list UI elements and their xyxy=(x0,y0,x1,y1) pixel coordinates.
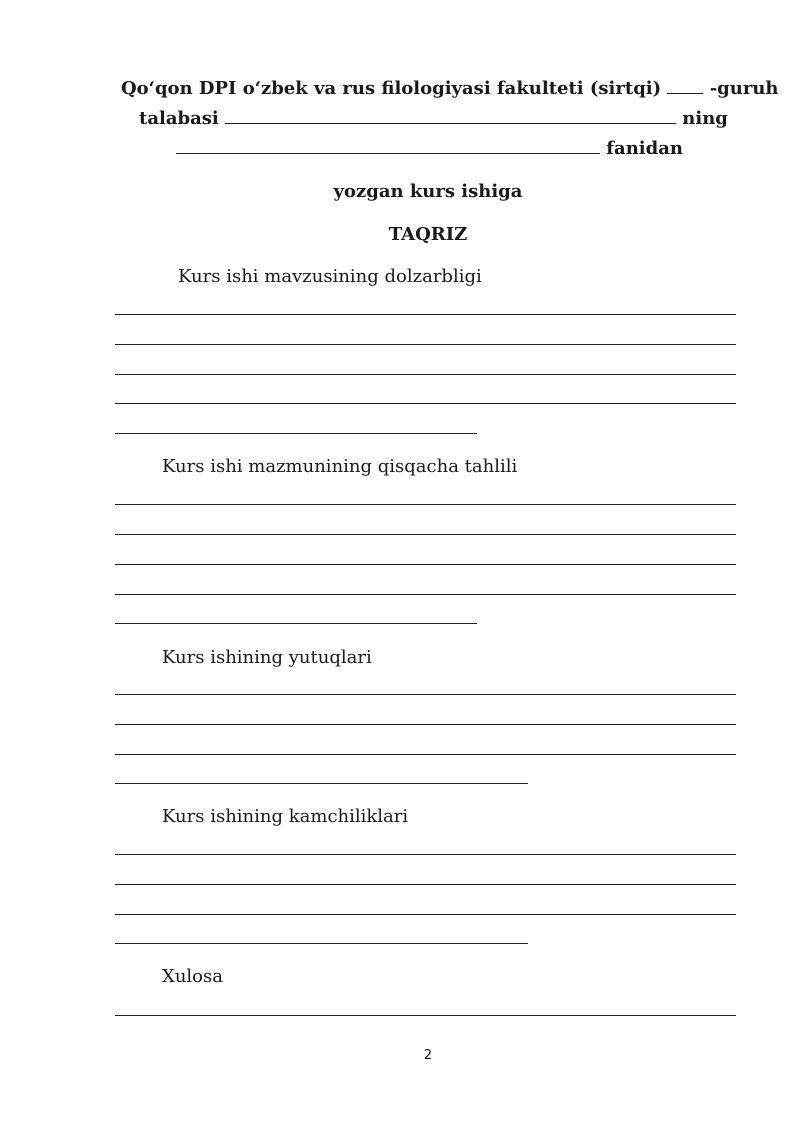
header-line-3 xyxy=(176,138,683,159)
answer-line[interactable] xyxy=(115,914,736,915)
section-weaknesses-label: Kurs ishining kamchiliklari xyxy=(162,806,409,827)
answer-line[interactable] xyxy=(115,534,736,535)
group-number-blank[interactable] xyxy=(667,93,703,94)
answer-line[interactable] xyxy=(115,884,736,885)
answer-line[interactable] xyxy=(115,783,528,784)
student-name-blank[interactable] xyxy=(225,123,676,124)
header-line-4: yozgan kurs ishiga xyxy=(333,181,523,202)
document-title: TAQRIZ xyxy=(388,224,468,245)
group-suffix-text: -guruh xyxy=(709,78,779,99)
answer-line[interactable] xyxy=(115,623,477,624)
answer-line[interactable] xyxy=(115,433,477,434)
answer-line[interactable] xyxy=(115,694,736,695)
answer-line[interactable] xyxy=(115,754,736,755)
answer-line[interactable] xyxy=(115,724,736,725)
section-strengths-label: Kurs ishining yutuqlari xyxy=(162,647,372,668)
answer-line[interactable] xyxy=(115,403,736,404)
answer-line[interactable] xyxy=(115,594,736,595)
subject-blank[interactable] xyxy=(176,153,600,154)
answer-line[interactable] xyxy=(115,504,736,505)
faculty-text: Qo‘qon DPI o‘zbek va rus filologiyasi fakulteti (sirtqi) xyxy=(121,78,662,99)
answer-line[interactable] xyxy=(115,314,736,315)
header-line-2 xyxy=(139,108,728,129)
section-relevance-label: Kurs ishi mavzusining dolzarbligi xyxy=(178,266,482,287)
student-suffix: ning xyxy=(682,108,728,129)
section-conclusion-label: Xulosa xyxy=(162,966,223,987)
subject-suffix: fanidan xyxy=(606,138,683,159)
student-label: talabasi xyxy=(139,108,219,129)
answer-line[interactable] xyxy=(115,564,736,565)
answer-line[interactable] xyxy=(115,854,736,855)
answer-line[interactable] xyxy=(115,1015,736,1016)
answer-line[interactable] xyxy=(115,374,736,375)
page-number: 2 xyxy=(423,1048,433,1063)
answer-line[interactable] xyxy=(115,344,736,345)
section-analysis-label: Kurs ishi mazmunining qisqacha tahlili xyxy=(162,456,518,477)
answer-line[interactable] xyxy=(115,943,528,944)
header-line-1 xyxy=(121,78,779,99)
